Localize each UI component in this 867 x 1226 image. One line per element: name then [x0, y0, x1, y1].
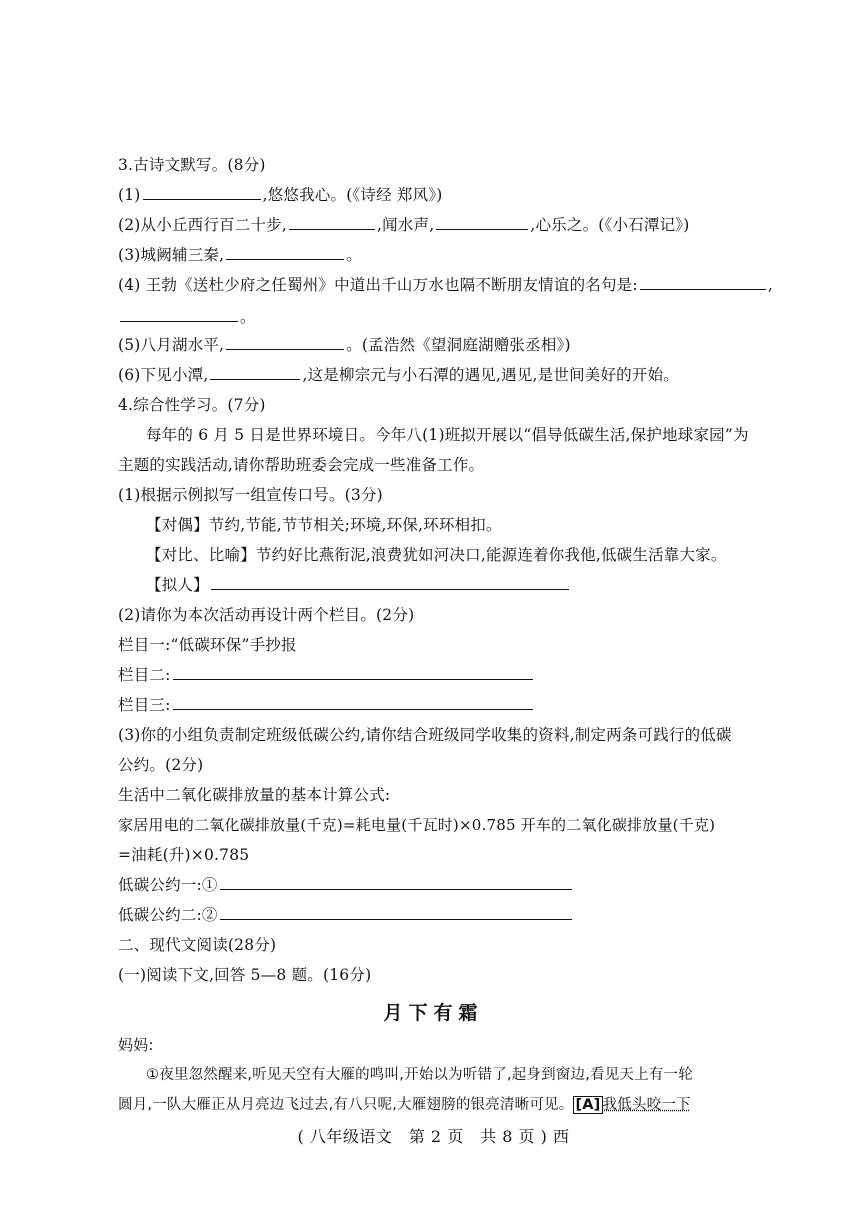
- q3-item-3: (3)城阙辅三秦, 。: [118, 246, 362, 264]
- q3-item-4-cont: 。: [118, 306, 256, 328]
- formula-title: 生活中二氧化碳排放量的基本计算公式:: [118, 786, 391, 804]
- q4-sub3-line2: 公约。(2分): [118, 756, 204, 774]
- column-one: 栏目一:“低碳环保”手抄报: [118, 636, 297, 654]
- q3-heading: 3.古诗文默写。(8分): [118, 156, 266, 174]
- answer-blank[interactable]: [436, 215, 528, 230]
- part2-subheading: (一)阅读下文,回答 5—8 题。(16分): [118, 966, 372, 984]
- pact-two: 低碳公约二:②: [118, 904, 574, 926]
- answer-blank[interactable]: [211, 575, 569, 590]
- column-three: 栏目三:: [118, 694, 535, 716]
- q4-intro-line1: 每年的 6 月 5 日是世界环境日。今年八(1)班拟开展以“倡导低碳生活,保护地球家园”为: [146, 426, 749, 444]
- passage-title: 月下有霜: [383, 1002, 484, 1024]
- q4-intro-line2: 主题的实践活动,请你帮助班委会完成一些准备工作。: [118, 456, 485, 474]
- answer-blank[interactable]: [143, 185, 261, 200]
- answer-blank[interactable]: [173, 695, 533, 710]
- answer-blank[interactable]: [226, 335, 344, 350]
- q3-item-5: (5)八月湖水平, 。(孟浩然《望洞庭湖赠张丞相》): [118, 336, 571, 354]
- answer-blank[interactable]: [220, 875, 572, 890]
- answer-blank[interactable]: [220, 905, 572, 920]
- q4-heading: 4.综合性学习。(7分): [118, 396, 266, 414]
- example-bili: 【对比、比喻】节约好比燕衔泥,浪费犹如河决口,能源连着你我他,低碳生活靠大家。: [146, 546, 727, 564]
- answer-blank[interactable]: [640, 275, 766, 290]
- answer-blank[interactable]: [173, 665, 533, 680]
- pact-one: 低碳公约一:①: [118, 874, 574, 896]
- salutation: 妈妈:: [118, 1036, 154, 1054]
- q4-sub1: (1)根据示例拟写一组宣传口号。(3分): [118, 486, 383, 504]
- answer-blank[interactable]: [289, 215, 375, 230]
- marker-a: [A]: [575, 1097, 601, 1113]
- q4-sub2: (2)请你为本次活动再设计两个栏目。(2分): [118, 606, 415, 624]
- passage-paragraph-1-line2: 圆月,一队大雁正从月亮边飞过去,有八只呢,大雁翅膀的银亮清晰可见。 [A] 我低头咬一下: [118, 1097, 691, 1113]
- q3-item-2: (2)从小丘西行百二十步, ,闻水声, ,心乐之。(《小石潭记》): [118, 216, 690, 234]
- q3-item-1: (1) ,悠悠我心。(《诗经 郑风》): [118, 186, 443, 204]
- answer-blank[interactable]: [120, 307, 238, 322]
- q3-item-4: (4) 王勃《送杜少府之任蜀州》中道出千山万水也隔不断朋友情谊的名句是: ,: [118, 276, 773, 294]
- page-footer: ( 八年级语文 第 2 页 共 8 页 ) 西: [297, 1127, 570, 1146]
- example-duiou: 【对偶】节约,节能,节节相关;环境,环保,环环相扣。: [146, 516, 502, 534]
- q3-item-6: (6)下见小潭, ,这是柳宗元与小石潭的遇见,遇见,是世间美好的开始。: [118, 366, 679, 384]
- column-two: 栏目二:: [118, 664, 535, 686]
- answer-blank[interactable]: [226, 245, 344, 260]
- q4-sub3-line1: (3)你的小组负责制定班级低碳公约,请你结合班级同学收集的资料,制定两条可践行的低碳: [118, 726, 732, 744]
- example-niren: 【拟人】: [146, 574, 571, 596]
- passage-paragraph-1-line1: ①夜里忽然醒来,听见天空有大雁的鸣叫,开始以为听错了,起身到窗边,看见天上有一轮: [146, 1067, 693, 1083]
- underlined-sentence: 我低头咬一下: [602, 1097, 691, 1113]
- formula-line2: =油耗(升)×0.785: [118, 846, 250, 864]
- part2-heading: 二、现代文阅读(28分): [118, 936, 277, 954]
- formula-line1: 家居用电的二氧化碳排放量(千克)=耗电量(千瓦时)×0.785 开车的二氧化碳排放量(千克): [118, 816, 716, 834]
- answer-blank[interactable]: [210, 365, 300, 380]
